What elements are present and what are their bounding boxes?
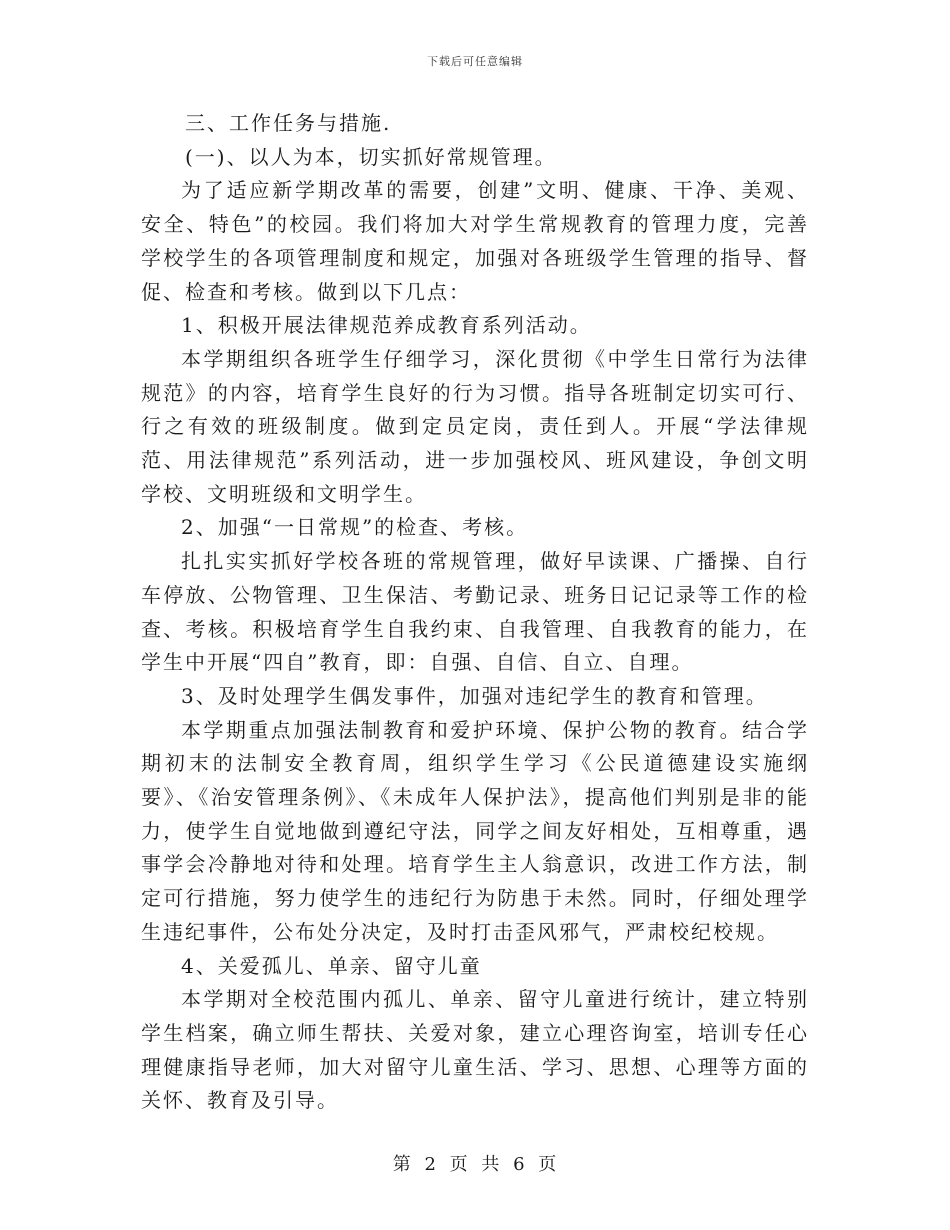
subsection-heading: (一)、以人为本，切实抓好常规管理。 (185, 144, 557, 169)
body-paragraph: 为了适应新学期改革的需要，创建”文明、健康、干净、美观、安全、特色”的校园。我们将加大对学生常规教育的管理力度，完善学校学生的各项管理制度和规定，加强对各班级学生管理的指导、督促、检查和考核。做到以下几点： (141, 178, 809, 304)
body-paragraph: 本学期组织各班学生仔细学习，深化贯彻《中学生日常行为法律规范》的内容，培育学生良好的行为习惯。指导各班制定切实可行、行之有效的班级制度。做到定员定岗，责任到人。开展“学法律规范、用法律规范”系列活动，进一步加强校风、班风建设，争创文明学校、文明班级和文明学生。 (141, 346, 809, 506)
section-heading: 三、工作任务与措施. (185, 111, 392, 135)
body-paragraph: 本学期重点加强法制教育和爱护环境、保护公物的教育。结合学期初末的法制安全教育周，组织学生学习《公民道德建设实施纲要》、《治安管理条例》、《未成年人保护法》，提高他们判别是非的能力，使学生自觉地做到遵纪守法，同学之间友好相处，互相尊重，遇事学会冷静地对待和处理。培育学生主人翁意识，改进工作方法，制定可行措施，努力使学生的违纪行为防患于未然。同时，仔细处理学生违纪事件，公布处分决定，及时打击歪风邪气，严肃校纪校规。 (141, 717, 809, 944)
page-number: 第 2 页 共 6 页 (392, 1154, 558, 1175)
page-header: 下载后可任意编辑 (427, 55, 523, 68)
item-heading: 1、积极开展法律规范养成教育系列活动。 (181, 313, 592, 338)
body-paragraph: 本学期对全校范围内孤儿、单亲、留守儿童进行统计，建立特别学生档案，确立师生帮扶、关爱对象，建立心理咨询室，培训专任心理健康指导老师，加大对留守儿童生活、学习、思想、心理等方面的关怀、教育及引导。 (141, 987, 809, 1113)
body-paragraph: 扎扎实实抓好学校各班的常规管理，做好早读课、广播操、自行车停放、公物管理、卫生保洁、考勤记录、班务日记记录等工作的检查、考核。积极培育学生自我约束、自我管理、自我教育的能力，在学生中开展“四自”教育，即：自强、自信、自立、自理。 (141, 549, 809, 675)
document-body (141, 107, 809, 1118)
item-heading: 4、关爱孤儿、单亲、留守儿童 (181, 953, 482, 978)
item-heading: 3、及时处理学生偶发事件，加强对违纪学生的教育和管理。 (181, 683, 768, 708)
item-heading: 2、加强“一日常规”的检查、考核。 (181, 515, 529, 540)
